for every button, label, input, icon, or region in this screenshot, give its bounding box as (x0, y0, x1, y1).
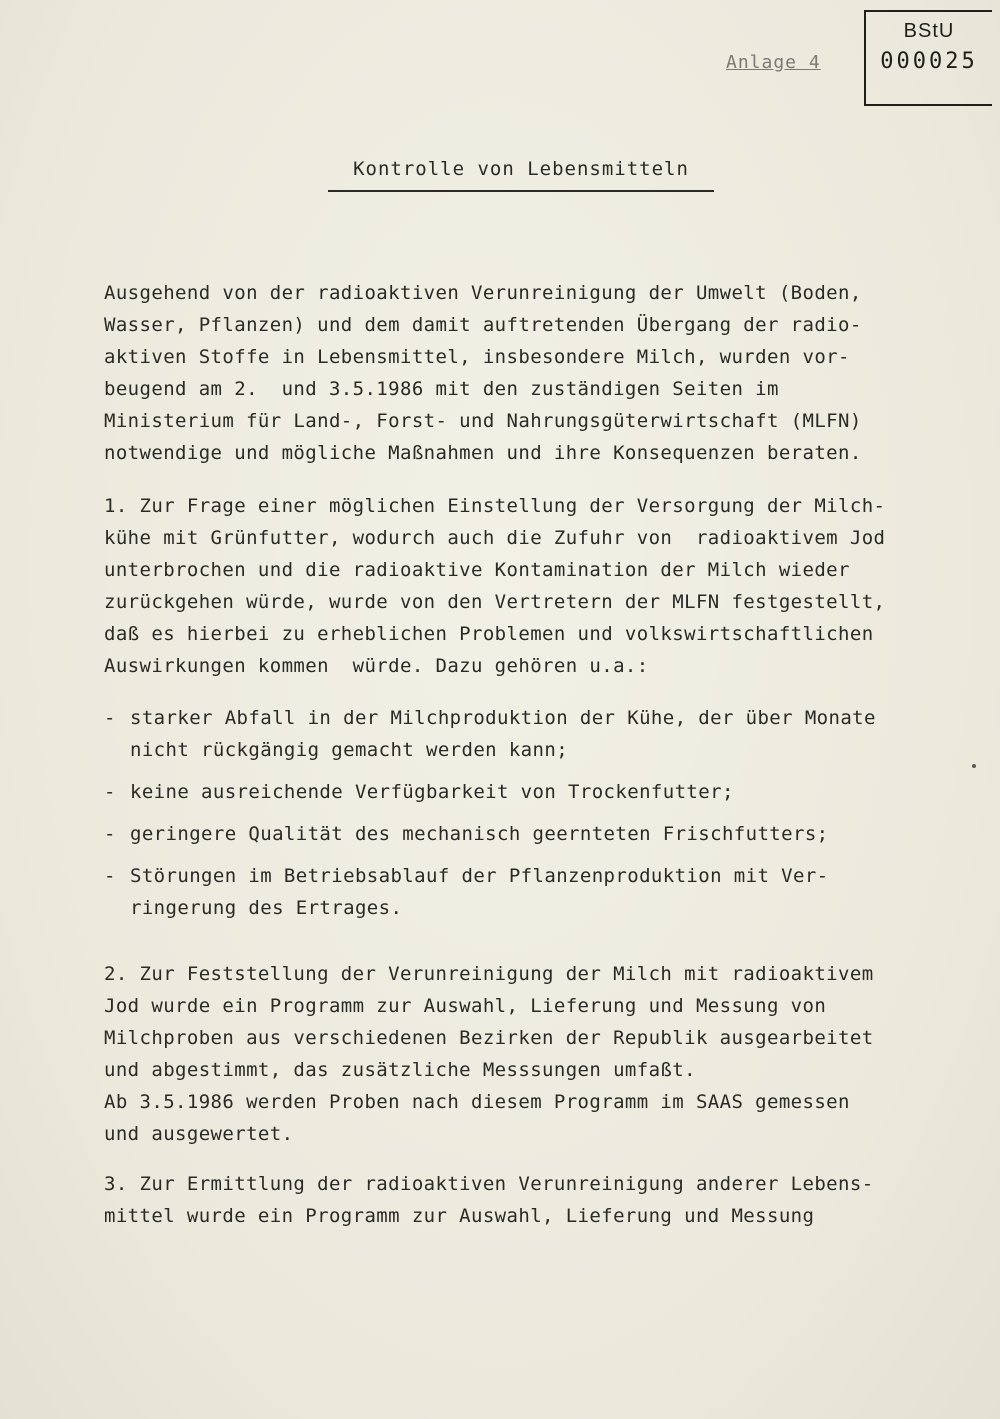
text-line: Milchproben aus verschiedenen Bezirken der Republik ausgearbeitet (104, 1027, 874, 1049)
intro-paragraph (104, 277, 964, 469)
list-item (104, 818, 964, 850)
paper-speck (972, 764, 976, 768)
text-line: kühe mit Grünfutter, wodurch auch die Zufuhr von radioaktivem Jod (104, 527, 886, 549)
section-2-paragraph (104, 958, 964, 1150)
page-title: Kontrolle von Lebensmitteln (328, 158, 714, 192)
text-line: zurückgehen würde, wurde von den Vertretern der MLFN festgestellt, (104, 591, 886, 613)
archive-stamp (864, 10, 992, 106)
text-line: 3. Zur Ermittlung der radioaktiven Verunreinigung anderer Lebens- (104, 1173, 874, 1195)
bullet-dash: - (104, 707, 116, 729)
stamp-number: 000025 (880, 49, 978, 74)
section-3-paragraph (104, 1168, 964, 1232)
bullet-dash: - (104, 781, 116, 803)
text-line: Wasser, Pflanzen) und dem damit auftretenden Übergang der radio- (104, 314, 862, 336)
text-line: Ministerium für Land-, Forst- und Nahrungsgüterwirtschaft (MLFN) (104, 410, 862, 432)
text-line: notwendige und mögliche Maßnahmen und ihre Konsequenzen beraten. (104, 442, 862, 464)
bullet-dash: - (104, 865, 116, 887)
text-line: beugend am 2. und 3.5.1986 mit den zuständigen Seiten im (104, 378, 779, 400)
text-line: und abgestimmt, das zusätzliche Messsungen umfaßt. (104, 1059, 696, 1081)
bullet-text: starker Abfall in der Milchproduktion der Kühe, der über Monate (130, 707, 876, 729)
stamp-title: BStU (903, 20, 955, 42)
text-line: daß es hierbei zu erheblichen Problemen und volkswirtschaftlichen (104, 623, 874, 645)
text-line: Auswirkungen kommen würde. Dazu gehören u.a.: (104, 655, 649, 677)
text-line: und ausgewertet. (104, 1123, 294, 1145)
bullet-text: keine ausreichende Verfügbarkeit von Trockenfutter; (130, 781, 734, 803)
text-line: 2. Zur Feststellung der Verunreinigung der Milch mit radioaktivem (104, 963, 874, 985)
section-1-paragraph (104, 490, 964, 682)
bullet-text: nicht rückgängig gemacht werden kann; (130, 739, 569, 761)
bullet-text: geringere Qualität des mechanisch geernteten Frischfutters; (130, 823, 829, 845)
list-item (104, 702, 964, 766)
list-item (104, 860, 964, 924)
bullet-text: ringerung des Ertrages. (130, 897, 403, 919)
text-line: 1. Zur Frage einer möglichen Einstellung der Versorgung der Milch- (104, 495, 886, 517)
annex-label: Anlage 4 (726, 52, 821, 73)
bullet-text: Störungen im Betriebsablauf der Pflanzenproduktion mit Ver- (130, 865, 829, 887)
text-line: aktiven Stoffe in Lebensmittel, insbesondere Milch, wurden vor- (104, 346, 850, 368)
text-line: mittel wurde ein Programm zur Auswahl, Lieferung und Messung (104, 1205, 815, 1227)
text-line: Ausgehend von der radioaktiven Verunreinigung der Umwelt (Boden, (104, 282, 862, 304)
bullet-dash: - (104, 823, 116, 845)
text-line: unterbrochen und die radioaktive Kontamination der Milch wieder (104, 559, 850, 581)
list-item (104, 776, 964, 808)
text-line: Jod wurde ein Programm zur Auswahl, Lieferung und Messung von (104, 995, 827, 1017)
text-line: Ab 3.5.1986 werden Proben nach diesem Programm im SAAS gemessen (104, 1091, 850, 1113)
